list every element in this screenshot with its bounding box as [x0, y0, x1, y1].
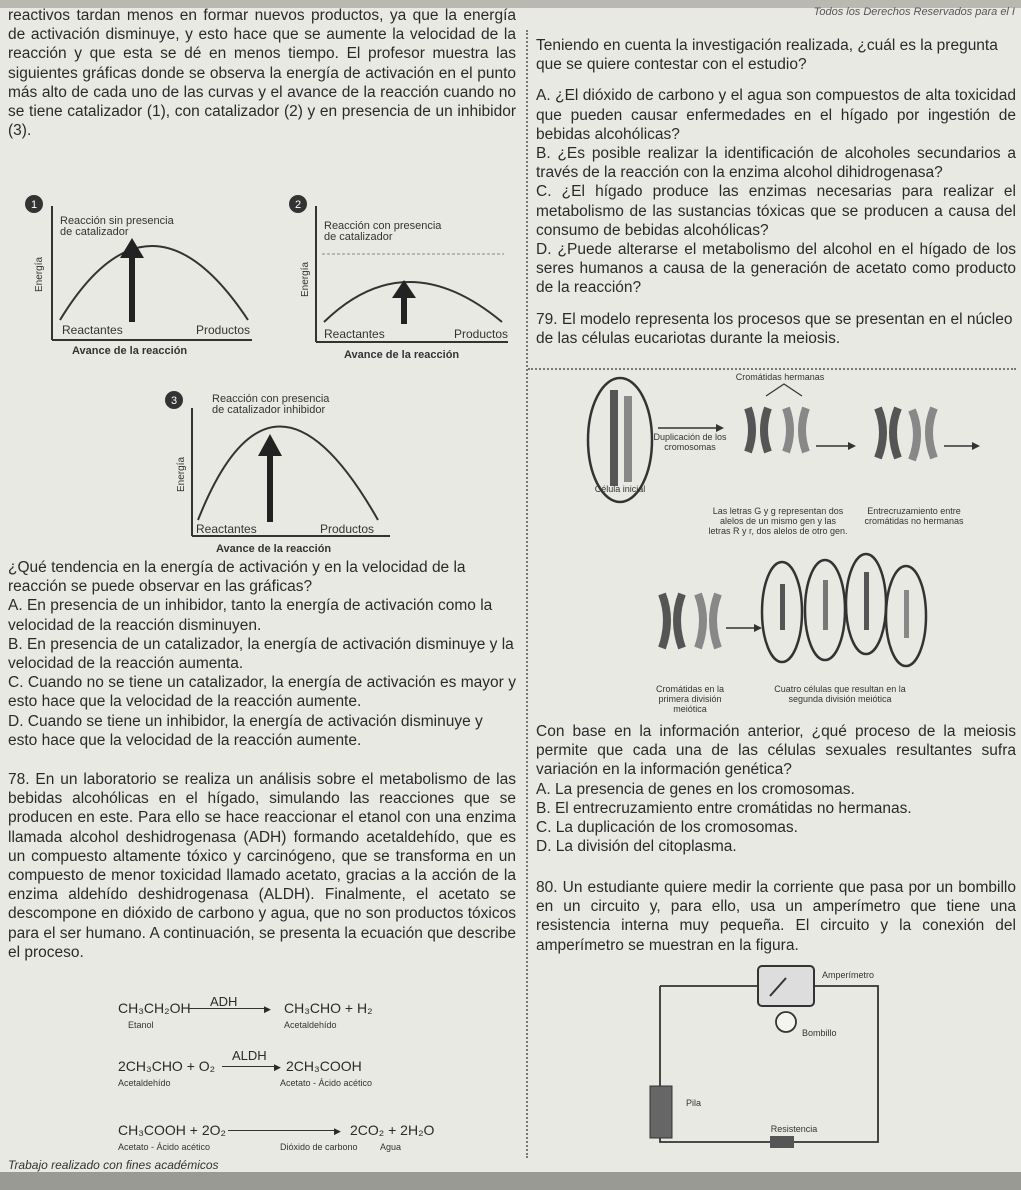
activation-arrowhead	[258, 434, 282, 456]
label-alleles: Las letras G y g representan dos alelos de un mismo gen y las letras R y r, dos alelos de otro gen.	[708, 506, 848, 536]
intro-paragraph: reactivos tardan menos en formar nuevos productos, ya que la energía de activación disminuye, y esto hace que se aumente la velocidad de la reacción y que esta se dé en menos tiempo. El profesor muestra las siguientes gráficas donde se observa la energía de activación en el punto más alto de cada uno de las curvas y el avance de la reacción cuando no se tiene catalizador (1), con catalizador (2) y en presencia de un inhibidor (3).	[8, 7, 516, 140]
eq2-enzyme: ALDH	[232, 1048, 267, 1063]
eq1-arrow	[188, 1008, 268, 1009]
eq1-reactant-name: Etanol	[128, 1020, 154, 1030]
label-ammeter: Amperímetro	[822, 970, 875, 980]
option-d[interactable]: D. Cuando se tiene un inhibidor, la energía de activación disminuye y esto hace que la velocidad de la reacción aumente.	[8, 712, 483, 749]
option-b[interactable]: B. ¿Es posible realizar la identificación de alcoholes secundarios a través de la reacción con la enzima alcohol dihidrogenasa?	[536, 145, 1016, 182]
option-a[interactable]: A. En presencia de un inhibidor, tanto la energía de activación como la velocidad de la reacción disminuyen.	[8, 597, 493, 634]
arrowhead	[972, 442, 980, 450]
reactants-label: Reactantes	[62, 323, 123, 337]
copyright-notice: Todos los Derechos Reservados para el I	[813, 6, 1015, 18]
battery	[650, 1086, 672, 1138]
y-axis-label: Energía	[300, 261, 311, 297]
right-column-top	[536, 36, 1016, 348]
graph-inhibitor	[164, 388, 404, 558]
question-79-block	[536, 722, 1016, 856]
energy-curve	[198, 427, 378, 521]
energy-curve	[324, 282, 502, 322]
label-initial-cell: Célula inicial	[594, 484, 646, 494]
chromosome	[624, 396, 632, 482]
y-axis-label: Energía	[176, 456, 187, 492]
products-label: Productos	[196, 323, 251, 337]
y-axis-label: Energía	[34, 256, 45, 292]
eq2-products: 2CH₃COOH	[286, 1058, 362, 1074]
left-column	[8, 6, 516, 140]
graph-title-2: de catalizador	[324, 231, 393, 243]
equation-1	[118, 994, 498, 1034]
arrowhead	[754, 624, 762, 632]
question-79-text: 79. El modelo representa los procesos que se presentan en el núcleo de las células eucariotas durante la meiosis.	[536, 310, 1013, 347]
footer-note: Trabajo realizado con fines académicos	[8, 1158, 219, 1172]
crossed-chromosome	[878, 408, 898, 458]
question-80-block	[536, 878, 1016, 955]
crossed-chromosome	[912, 408, 934, 460]
option-d[interactable]: D. La división del citoplasma.	[536, 838, 737, 856]
reactants-label: Reactantes	[196, 522, 257, 536]
question-78-block	[8, 770, 516, 962]
duplicated-chromosome	[786, 408, 806, 452]
option-a[interactable]: A. La presencia de genes en los cromosomas.	[536, 780, 855, 798]
graph-number: 1	[30, 199, 38, 211]
eq3-reactant: CH₃COOH + 2O₂	[118, 1122, 226, 1138]
x-axis-label: Avance de la reacción	[344, 349, 460, 361]
question-77-block	[8, 558, 516, 750]
q79-prompt: Con base en la información anterior, ¿qué proceso de la meiosis permite que cada una de las células sexuales resultantes sufra variación en la información genética?	[536, 723, 1016, 779]
option-b[interactable]: B. El entrecruzamiento entre cromátidas no hermanas.	[536, 799, 912, 817]
reactants-label: Reactantes	[324, 327, 385, 341]
eq3-product-name-1: Dióxido de carbono	[280, 1142, 358, 1152]
label-sister-chromatids: Cromátidas hermanas	[735, 372, 825, 382]
resistor	[770, 1136, 794, 1148]
energy-curve	[60, 246, 248, 320]
option-a[interactable]: A. ¿El dióxido de carbono y el agua son compuestos de alta toxicidad que pueden causar enfermedades en el hígado por ingestión de bebidas alcohólicas?	[536, 87, 1016, 143]
graph-title-1: Reacción con presencia	[324, 220, 442, 232]
chromosome-pair	[698, 594, 718, 648]
option-d[interactable]: D. ¿Puede alterarse el metabolismo del alcohol en el hígado de los seres humanos a causa de la generación de acetato como producto de la reacción?	[536, 241, 1016, 297]
question-80-text: 80. Un estudiante quiere medir la corriente que pasa por un bombillo en un circuito y, para ello, usa un amperímetro que tiene una resistencia interna muy pequeña. El circuito y la conexión del amperímetro se muestran en la figura.	[536, 879, 1016, 954]
arrowhead	[848, 442, 856, 450]
chromosome	[610, 390, 618, 486]
question-78-text: 78. En un laboratorio se realiza un análisis sobre el metabolismo de las bebidas alcohólicas en el hígado, simulando las reacciones que se producen en este. Para ello se hace reaccionar el etanol con una enzima llamada alcohol deshidrogenasa (ADH) formando acetaldehído, que es un compuesto altamente tóxico y carcinógeno, que se transforma en un compuesto de menor toxicidad llamado acetato, gracias a la acción de la enzima aldehído deshidrogenasa (ALDH). Finalmente, el acetato se descompone en dióxido de carbono y agua, que no son productos tóxicos para el ser humano. A continuación, se presenta la ecuación que describe el proceso.	[8, 771, 516, 961]
eq2-arrowhead: ▶	[274, 1062, 281, 1072]
label-first-division: Cromátidas en la primera división meiótica	[655, 684, 725, 714]
bulb	[776, 1012, 796, 1032]
wire	[814, 986, 878, 1130]
option-c[interactable]: C. La duplicación de los cromosomas.	[536, 819, 798, 837]
eq3-product-name-2: Agua	[380, 1142, 402, 1152]
bottom-scan-edge	[0, 1172, 1021, 1190]
ammeter	[758, 966, 814, 1006]
graph-number: 2	[294, 199, 302, 211]
eq2-arrow	[222, 1066, 278, 1067]
bracket-lines	[766, 384, 802, 396]
chromatid	[864, 572, 869, 630]
graph-with-catalyst	[286, 192, 516, 364]
eq1-product-name: Acetaldehído	[284, 1020, 337, 1030]
eq2-reactant-name: Acetaldehído	[118, 1078, 171, 1088]
label-four-cells: Cuatro células que resultan en la segunda división meiótica	[774, 684, 906, 704]
option-c[interactable]: C. Cuando no se tiene un catalizador, la energía de activación es mayor y esto hace que la velocidad de la reacción aumente.	[8, 674, 516, 711]
duplicated-chromosome	[748, 408, 768, 452]
graph-title-1: Reacción sin presencia	[60, 215, 174, 227]
column-divider	[526, 30, 528, 1158]
meiosis-diagram	[540, 372, 1016, 722]
eq3-products: 2CO₂ + 2H₂O	[350, 1122, 435, 1138]
graph-title-2: de catalizador inhibidor	[212, 404, 326, 416]
eq2-reactant: 2CH₃CHO + O₂	[118, 1058, 216, 1074]
q78-prompt: Teniendo en cuenta la investigación realizada, ¿cuál es la pregunta que se quiere contestar con el estudio?	[536, 37, 998, 74]
eq3-arrow	[228, 1130, 338, 1131]
label-bulb: Bombillo	[802, 1028, 837, 1038]
eq1-products: CH₃CHO + H₂	[284, 1000, 373, 1016]
label-duplication: Duplicación de los cromosomas	[653, 432, 727, 452]
eq2-product-name: Acetato - Ácido acético	[280, 1078, 373, 1088]
x-axis-label: Avance de la reacción	[72, 345, 188, 357]
chromatid	[904, 590, 909, 638]
x-axis-label: Avance de la reacción	[216, 543, 332, 555]
chromatid	[780, 584, 785, 630]
graph-no-catalyst	[20, 192, 270, 362]
arrowhead	[716, 424, 724, 432]
chromosome-pair	[662, 594, 682, 648]
eq1-reactant: CH₃CH₂OH	[118, 1000, 191, 1016]
question-text: ¿Qué tendencia en la energía de activación y en la velocidad de la reacción se puede observar en las gráficas?	[8, 559, 466, 596]
eq3-arrowhead: ▶	[334, 1126, 341, 1136]
option-b[interactable]: B. En presencia de un catalizador, la energía de activación disminuye y la velocidad de la reacción aumenta.	[8, 635, 514, 673]
products-label: Productos	[454, 327, 509, 341]
eq1-arrowhead: ▶	[264, 1004, 271, 1014]
wire	[660, 1138, 770, 1142]
equation-2	[118, 1048, 498, 1088]
chromatid	[823, 580, 828, 630]
graph-title-1: Reacción con presencia	[212, 393, 330, 405]
label-resistor: Resistencia	[770, 1124, 818, 1134]
section-divider	[528, 368, 1016, 370]
label-battery: Pila	[686, 1098, 702, 1108]
circuit-diagram	[640, 956, 900, 1156]
eq3-reactant-name: Acetato - Ácido acético	[118, 1142, 211, 1152]
equation-3	[118, 1118, 498, 1158]
graph-number: 3	[170, 395, 178, 407]
option-c[interactable]: C. ¿El hígado produce las enzimas necesarias para realizar el metabolismo de las sustancias tóxicas que se producen a causa del consumo de bebidas alcohólicas?	[536, 183, 1016, 239]
label-crossing-over: Entrecruzamiento entre cromátidas no hermanas	[864, 506, 964, 526]
eq1-enzyme: ADH	[210, 994, 238, 1009]
products-label: Productos	[320, 522, 375, 536]
graph-title-2: de catalizador	[60, 226, 129, 238]
